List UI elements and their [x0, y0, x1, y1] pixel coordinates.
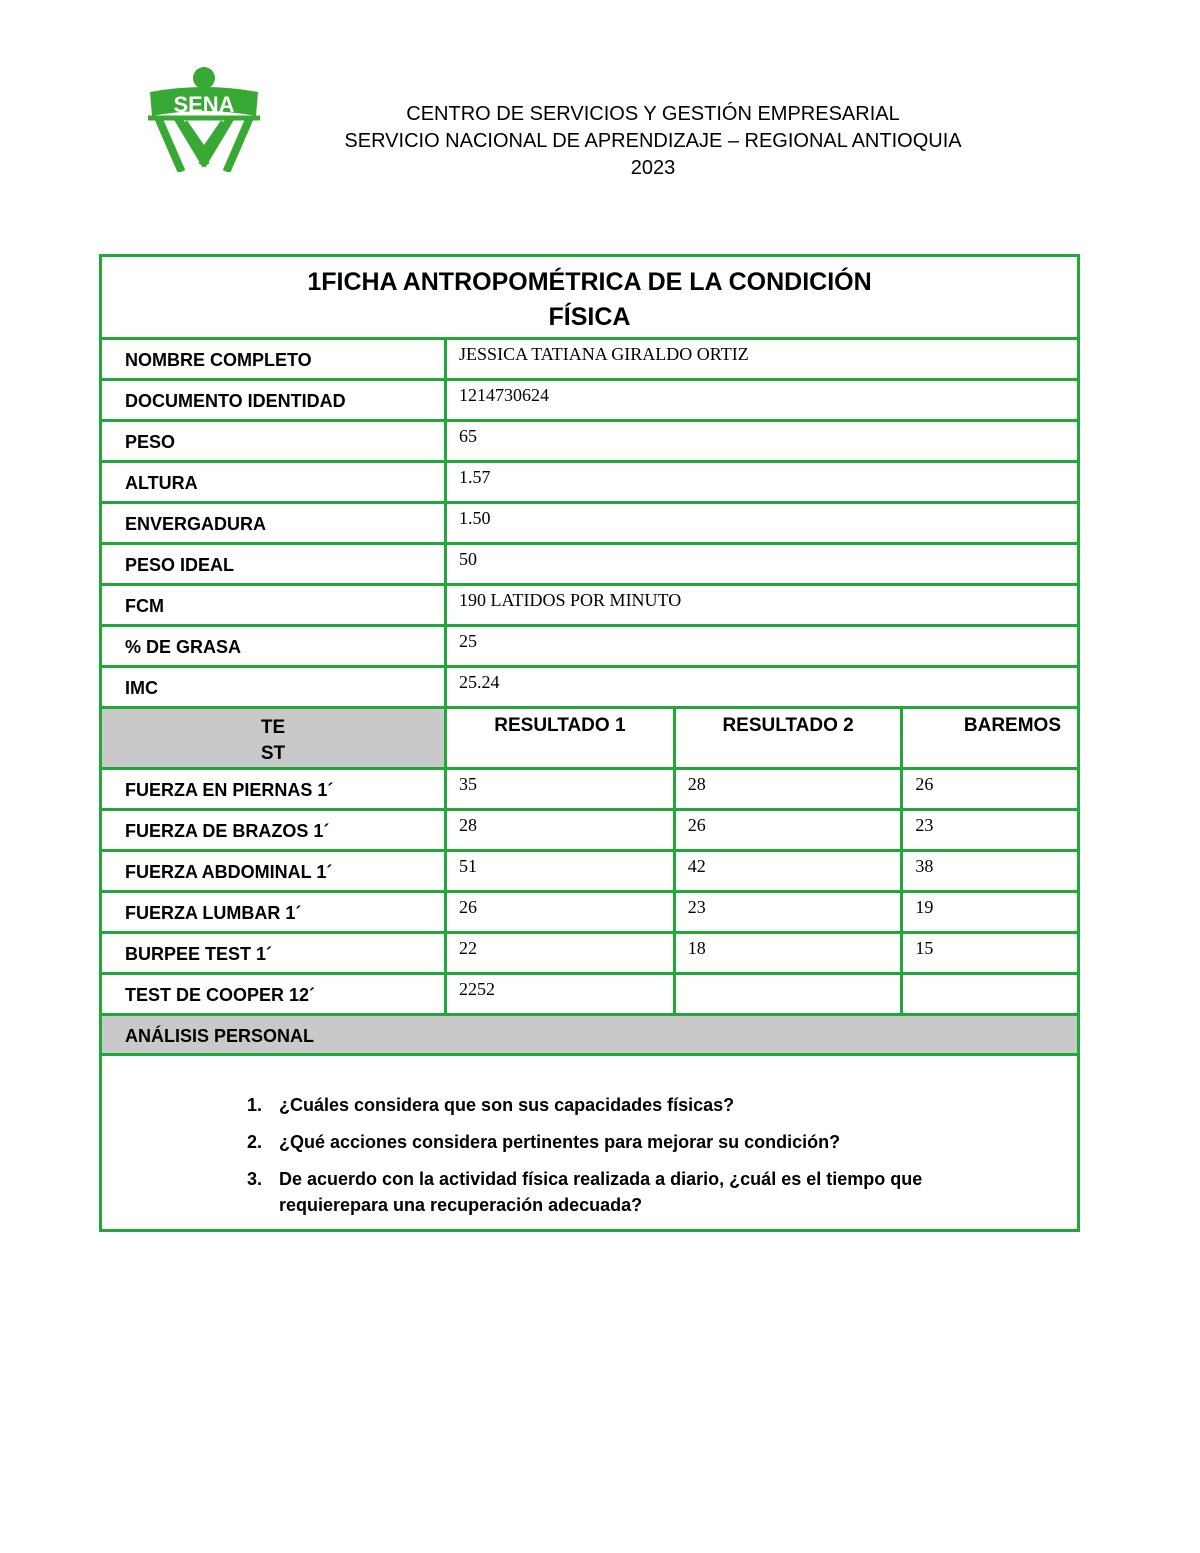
- test-baremo: 15: [902, 933, 1079, 974]
- field-label: PESO IDEAL: [101, 544, 446, 585]
- field-value: 65: [446, 421, 1079, 462]
- field-row: [101, 421, 1079, 462]
- field-value: 25.24: [446, 667, 1079, 708]
- field-value: 190 LATIDOS POR MINUTO: [446, 585, 1079, 626]
- test-baremo: 19: [902, 892, 1079, 933]
- document-header: [282, 101, 1024, 182]
- test-name: FUERZA EN PIERNAS 1´: [101, 769, 446, 810]
- field-value: JESSICA TATIANA GIRALDO ORTIZ: [446, 339, 1079, 380]
- field-label: FCM: [101, 585, 446, 626]
- field-row: [101, 339, 1079, 380]
- field-row: [101, 462, 1079, 503]
- field-value: 50: [446, 544, 1079, 585]
- field-row: [101, 667, 1079, 708]
- field-label: PESO: [101, 421, 446, 462]
- header-institution: CENTRO DE SERVICIOS Y GESTIÓN EMPRESARIAL: [406, 103, 900, 125]
- test-result2: 28: [674, 769, 902, 810]
- test-row: [101, 851, 1079, 892]
- sena-logo: [146, 66, 262, 172]
- field-row: [101, 380, 1079, 421]
- field-value: 1.57: [446, 462, 1079, 503]
- field-value: 1.50: [446, 503, 1079, 544]
- field-label: DOCUMENTO IDENTIDAD: [101, 380, 446, 421]
- test-baremo: 26: [902, 769, 1079, 810]
- field-row: [101, 626, 1079, 667]
- test-name: TEST DE COOPER 12´: [101, 974, 446, 1015]
- field-value: 1214730624: [446, 380, 1079, 421]
- field-label: NOMBRE COMPLETO: [101, 339, 446, 380]
- test-baremo: 38: [902, 851, 1079, 892]
- field-label: IMC: [101, 667, 446, 708]
- test-baremo: 23: [902, 810, 1079, 851]
- test-row: [101, 769, 1079, 810]
- field-label: % DE GRASA: [101, 626, 446, 667]
- logo-text: SENA: [173, 92, 235, 117]
- result2-column-header: RESULTADO 2: [674, 708, 902, 769]
- form-title-line2: FÍSICA: [548, 303, 631, 331]
- test-name: FUERZA ABDOMINAL 1´: [101, 851, 446, 892]
- field-label: ALTURA: [101, 462, 446, 503]
- test-result1: 35: [446, 769, 675, 810]
- test-result1: 2252: [446, 974, 675, 1015]
- header-service: SERVICIO NACIONAL DE APRENDIZAJE – REGIONAL ANTIOQUIA: [344, 130, 962, 152]
- question-list: [102, 1092, 947, 1218]
- analysis-questions: [101, 1055, 1079, 1231]
- test-row: [101, 892, 1079, 933]
- test-header-line1: TE: [260, 717, 286, 738]
- field-row: [101, 503, 1079, 544]
- result1-column-header: RESULTADO 1: [446, 708, 675, 769]
- field-value: 25: [446, 626, 1079, 667]
- test-header-row: [101, 708, 1079, 769]
- physical-condition-form: [99, 254, 1080, 1232]
- test-result2: 26: [674, 810, 902, 851]
- test-column-header: [101, 708, 446, 769]
- test-result1: 51: [446, 851, 675, 892]
- field-row: [101, 585, 1079, 626]
- test-result1: 26: [446, 892, 675, 933]
- analysis-section-header: ANÁLISIS PERSONAL: [101, 1015, 1079, 1055]
- test-name: FUERZA DE BRAZOS 1´: [101, 810, 446, 851]
- field-row: [101, 544, 1079, 585]
- test-result2: 18: [674, 933, 902, 974]
- test-result1: 28: [446, 810, 675, 851]
- test-row: [101, 974, 1079, 1015]
- test-name: FUERZA LUMBAR 1´: [101, 892, 446, 933]
- field-label: ENVERGADURA: [101, 503, 446, 544]
- question-item: 3. De acuerdo con la actividad física realizada a diario, ¿cuál es el tiempo que requierepara una recuperación adecuada?: [267, 1166, 947, 1218]
- question-item: 2. ¿Qué acciones considera pertinentes para mejorar su condición?: [267, 1129, 947, 1155]
- test-result2: [674, 974, 902, 1015]
- test-result2: 42: [674, 851, 902, 892]
- form-title-line1: 1FICHA ANTROPOMÉTRICA DE LA CONDICIÓN: [307, 268, 872, 296]
- test-name: BURPEE TEST 1´: [101, 933, 446, 974]
- test-header-line2: ST: [260, 743, 286, 764]
- test-result2: 23: [674, 892, 902, 933]
- baremos-column-header: BAREMOS: [902, 708, 1079, 769]
- question-item: 1. ¿Cuáles considera que son sus capacidades físicas?: [267, 1092, 947, 1118]
- form-title: [101, 256, 1079, 339]
- test-row: [101, 933, 1079, 974]
- test-baremo: [902, 974, 1079, 1015]
- test-result1: 22: [446, 933, 675, 974]
- test-row: [101, 810, 1079, 851]
- header-year: 2023: [630, 157, 676, 179]
